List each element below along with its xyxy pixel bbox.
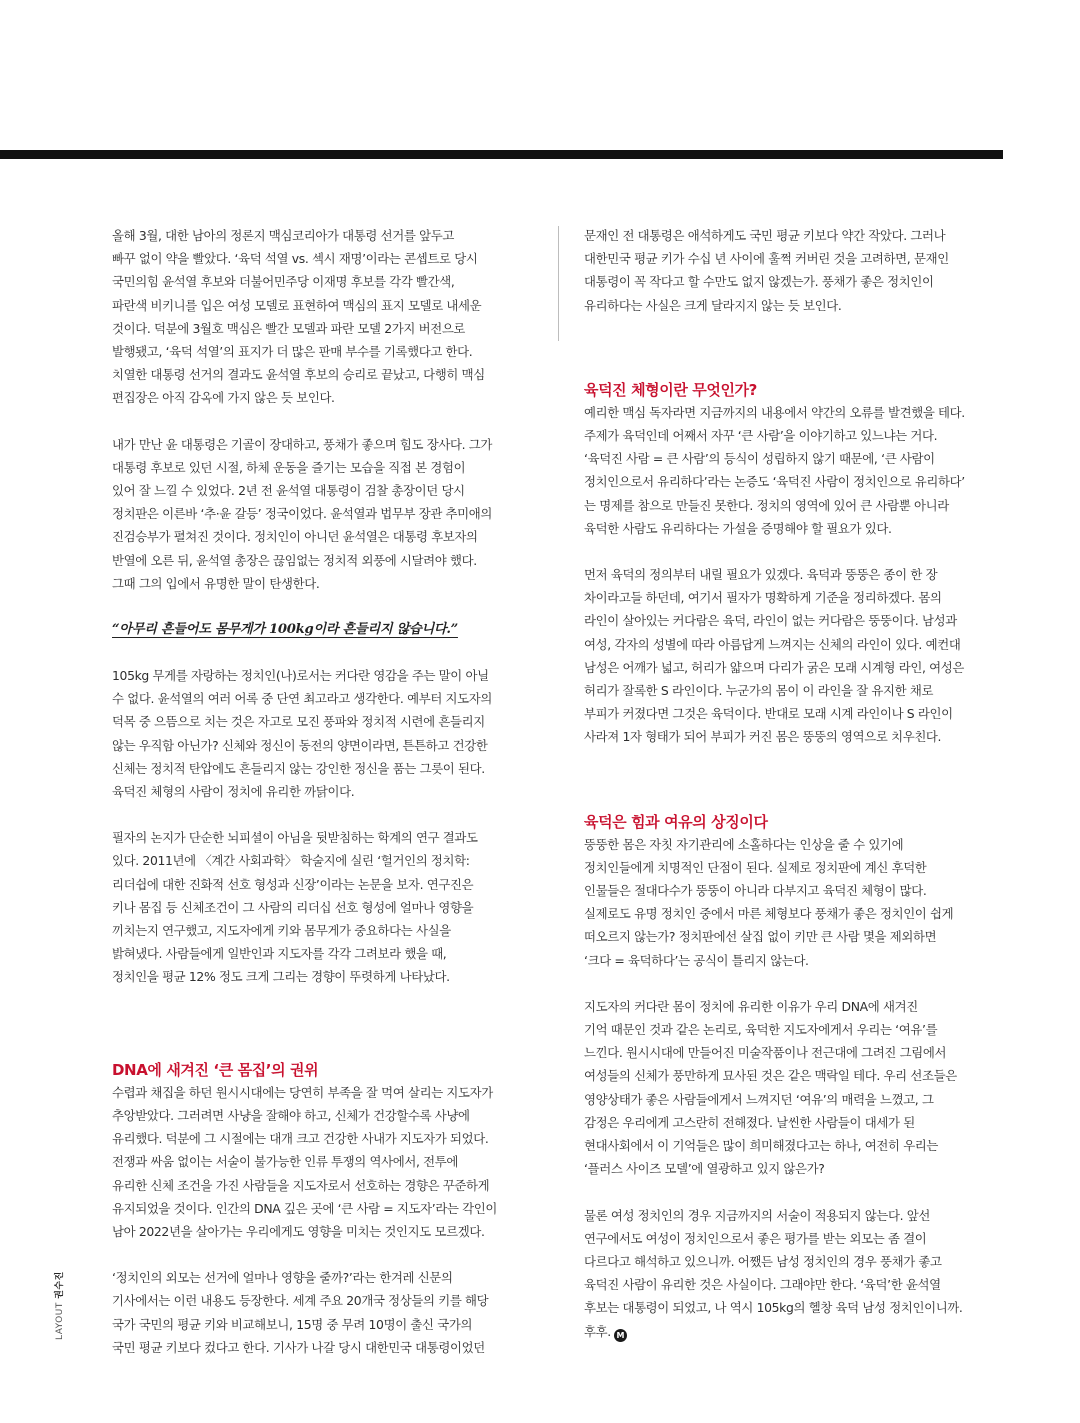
paragraph: 필자의 논지가 단순한 뇌피셜이 아님을 뒷받침하는 학계의 연구 결과도 있다. 2011년에 〈계간 사회과학〉 학술지에 실린 ‘헐거인의 정치학: 리더쉽에 대한 진화적 선호 형성과 신장’이라는 논문을 보자. 연구진은 키나 몸집 등 신체조건이 그 사람의 리더십 선호 형성에 얼마나 영향을 끼치는지 연구했고, 지도자에게 키와 몸무게가 중요하다는 사실을 밝혀냈다. 사람들에게 일반인과 지도자를 각각 그려보라 했을 때, 정치인을 평균 12% 정도 크게 그리는 경향이 뚜렷하게 나타났다. <box>112 830 478 985</box>
section-heading: 육덕진 체형이란 무엇인가? <box>584 380 757 399</box>
credit-label: LAYOUT <box>55 1302 65 1340</box>
paragraph: 지도자의 커다란 몸이 정치에 유리한 이유가 우리 DNA에 새겨진 기억 때문인 것과 같은 논리로, 육덕한 지도자에게서 우리는 ‘여유’를 느낀다. 원시시대에 만들어진 미술작품이나 전근대에 그려진 그림에서 여성들의 신체가 풍만하게 묘사된 것은 같은 맥락일 테다. 우리 선조들은 영양상태가 좋은 사람들에게서 느껴지던 ‘여유’의 매력을 느꼈고, 그 감정은 우리에게 고스란히 전해졌다. 날씬한 사람들이 대세가 된 현대사회에서 이 기억들은 많이 희미해졌다고는 하나, 여전히 우리는 ‘플러스 사이즈 모델’에 열광하고 있지 않은가? <box>584 998 957 1177</box>
end-mark-icon: M <box>614 1329 627 1342</box>
paragraph <box>584 1204 1004 1343</box>
top-rule <box>0 150 1003 159</box>
pull-quote-text: “아무리 흔들어도 몸무게가 100kg이라 흔들리지 않습니다.” <box>112 622 458 638</box>
paragraph: ‘정치인의 외모는 선거에 얼마나 영향을 줄까?’라는 한겨레 신문의 기사에서는 이런 내용도 등장한다. 세계 주요 20개국 정상들의 키를 해당 국가 국민의 평균 키와 비교해보니, 15명 중 무려 10명이 출신 국가의 국민 평균 키보다 컸다고 한다. 기사가 나갈 당시 대한민국 대통령이었던 <box>112 1270 489 1355</box>
paragraph: 예리한 맥심 독자라면 지금까지의 내용에서 약간의 오류를 발견했을 테다. 주제가 육덕인데 어째서 자꾸 ‘큰 사람’을 이야기하고 있느냐는 거다. ‘육덕진 사람 = 큰 사람’의 등식이 성립하지 않기 때문에, ‘큰 사람이 정치인으로서 유리하다’라는 논증도 ‘육덕진 사람이 정치인으로 유리하다’ 는 명제를 참으로 만들진 못한다. 정치의 영역에 있어 큰 사람뿐 아니라 육덕한 사람도 유리하다는 가설을 증명해야 할 필요가 있다. <box>584 404 965 536</box>
section-heading: 육덕은 힘과 여유의 상징이다 <box>584 812 768 831</box>
paragraph: 먼저 육덕의 정의부터 내릴 필요가 있겠다. 육덕과 뚱뚱은 종이 한 장 차이라고들 하던데, 여기서 필자가 명확하게 기준을 정리하겠다. 몸의 라인이 살아있는 커다람은 육덕, 라인이 없는 커다람은 뚱뚱이다. 남성과 여성, 각자의 성별에 따라 아름답게 느껴지는 신체의 라인이 있다. 예컨대 남성은 어깨가 넓고, 허리가 얇으며 다리가 굵은 모래 시계형 라인, 여성은 허리가 잘록한 S 라인이다. 누군가의 몸이 이 라인을 잘 유지한 채로 부피가 커졌다면 그것은 육덕이다. 반대로 모래 시계 라인이나 S 라인이 사라져 1자 형태가 되어 부피가 커진 몸은 뚱뚱의 영역으로 치우친다. <box>584 567 965 745</box>
paragraph: 문재인 전 대통령은 애석하게도 국민 평균 키보다 약간 작았다. 그러나 대한민국 평균 키가 수십 년 사이에 훌쩍 커버린 것을 고려하면, 문재인 대통령이 꼭 작다고 할 수만도 없지 않겠는가. 풍채가 좋은 정치인이 유리하다는 사실은 크게 달라지지 않는 듯 보인다. <box>584 228 949 313</box>
left-column <box>112 224 534 1359</box>
section-heading: DNA에 새겨진 ‘큰 몸집’의 권위 <box>112 1060 319 1079</box>
closing-text: 물론 여성 정치인의 경우 지금까지의 서술이 적용되지 않는다. 앞선 연구에서도 여성이 정치인으로서 좋은 평가를 받는 외모는 좀 결이 다르다고 해석하고 있으니까. 어쨌든 남성 정치인의 경우 풍채가 좋고 육덕진 사람이 유리한 것은 사실이다. 그래야만 한다. ‘육덕’한 윤석열 후보는 대통령이 되었고, 나 역시 105kg의 헬창 육덕 남성 정치인이니까. 후후. <box>584 1207 963 1339</box>
paragraph: 뚱뚱한 몸은 자칫 자기관리에 소홀하다는 인상을 줄 수 있기에 정치인들에게 치명적인 단점이 된다. 실제로 정치판에 계신 후덕한 인물들은 절대다수가 뚱뚱이 아니라 다부지고 육덕진 체형이 많다. 실제로도 유명 정치인 중에서 마른 체형보다 풍채가 좋은 정치인이 쉽게 떠오르지 않는가? 정치판에선 살집 없이 키만 큰 사람 몇을 제외하면 ‘크다 = 육덕하다’는 공식이 틀리지 않는다. <box>584 836 954 968</box>
paragraph: 내가 만난 윤 대통령은 기골이 장대하고, 풍채가 좋으며 힘도 장사다. 그가 대통령 후보로 있던 시절, 하체 운동을 즐기는 모습을 직접 본 경험이 있어 잘 느낄 수 있었다. 2년 전 윤석열 대통령이 검찰 총장이던 당시 정치판은 이른바 ‘추·윤 갈등’ 정국이었다. 윤석열과 법무부 장관 추미애의 진검승부가 펼쳐진 것이다. 정치인이 아니던 윤석열은 대통령 후보자의 반열에 오른 뒤, 윤석열 총장은 끊임없는 정치적 외풍에 시달려야 했다. 그때 그의 입에서 유명한 말이 탄생한다. <box>112 436 493 591</box>
paragraph: 수렵과 채집을 하던 원시시대에는 당연히 부족을 잘 먹여 살리는 지도자가 추앙받았다. 그러려면 사냥을 잘해야 하고, 신체가 건강할수록 사냥에 유리했다. 덕분에 그 시절에는 대개 크고 건강한 사내가 지도자가 되었다. 전쟁과 싸움 없이는 서술이 불가능한 인류 투쟁의 역사에서, 전투에 유리한 신체 조건을 가진 사람들을 지도자로서 선호하는 경향은 꾸준하게 유지되었을 것이다. 인간의 DNA 깊은 곳에 ‘큰 사람 = 지도자’라는 각인이 남아 2022년을 살아가는 우리에게도 영향을 미치는 것인지도 모르겠다. <box>112 1084 498 1239</box>
layout-credit <box>52 1271 65 1340</box>
column-divider <box>558 226 559 341</box>
paragraph: 105kg 무게를 자랑하는 정치인(나)로서는 커다란 영감을 주는 말이 아닐 수 없다. 윤석열의 여러 어록 중 단연 최고라고 생각한다. 예부터 지도자의 덕목 중 으뜸으로 치는 것은 자고로 모진 풍파와 정치적 시련에 흔들리지 않는 우직함 아닌가? 신체와 정신이 동전의 양면이라면, 튼튼하고 건강한 신체는 정치적 탄압에도 흔들리지 않는 강인한 정신을 품는 그릇이 된다. 육덕진 체형의 사람이 정치에 유리한 까닭이다. <box>112 668 493 800</box>
paragraph: 올해 3월, 대한 남아의 정론지 맥심코리아가 대통령 선거를 앞두고 빠꾸 없이 약을 빨았다. ‘육덕 석열 vs. 섹시 재명’이라는 콘셉트로 당시 국민의힘 윤석열 후보와 더불어민주당 이재명 후보를 각각 빨간색, 파란색 비키니를 입은 여성 모델로 표현하여 맥심의 표지 모델로 내세운 것이다. 덕분에 3월호 맥심은 빨간 모델과 파란 모델 2가지 버전으로 발행됐고, ‘육덕 석열’의 표지가 더 많은 판매 부수를 기록했다고 한다. 치열한 대통령 선거의 결과도 윤석열 후보의 승리로 끝났고, 다행히 맥심 편집장은 아직 감옥에 가지 않은 듯 보인다. <box>112 228 485 406</box>
right-column <box>584 224 1004 1343</box>
credit-name: 권수진 <box>55 1271 65 1299</box>
pull-quote <box>112 618 534 641</box>
